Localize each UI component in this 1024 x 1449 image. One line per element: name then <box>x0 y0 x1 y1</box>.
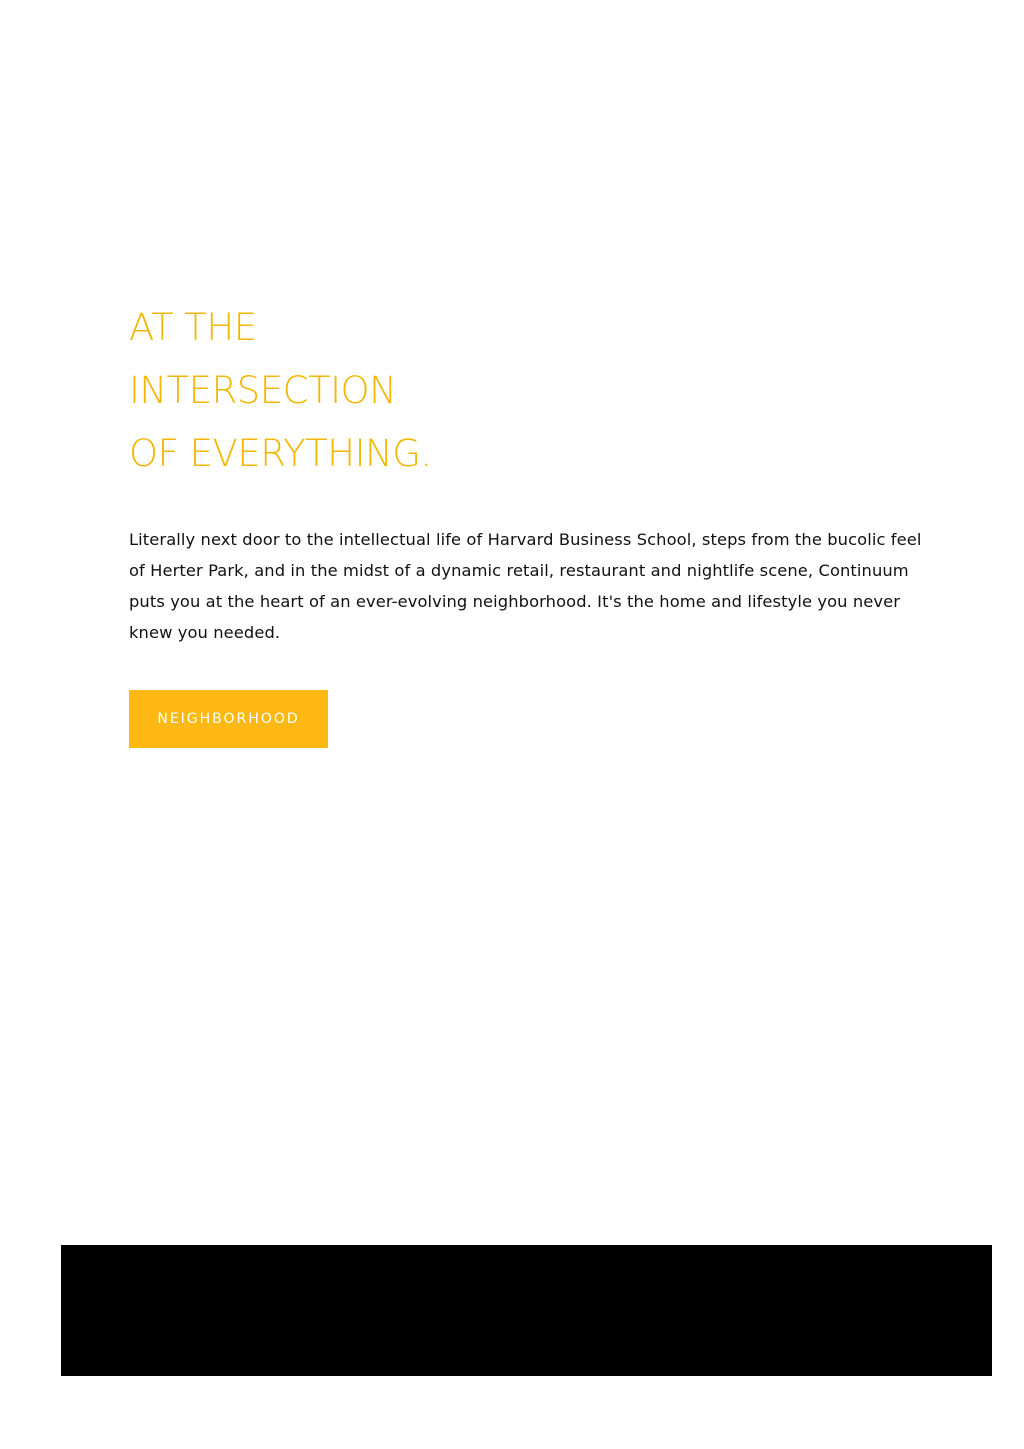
neighborhood-button[interactable]: NEIGHBORHOOD <box>129 690 328 748</box>
headline-line-3: OF EVERYTHING. <box>129 432 432 475</box>
intro-paragraph: Literally next door to the intellectual life of Harvard Business School, steps from the bucolic feel of Herter Park, and in the midst of a dynamic retail, restaurant and nightlife scene, Continuum puts you at the heart of an ever-evolving neighborhood. It's the home and lifestyle you never knew you needed. <box>129 530 922 642</box>
headline-line-2: INTERSECTION <box>129 369 397 412</box>
headline-line-1: AT THE <box>129 306 257 349</box>
section-headline <box>129 296 432 485</box>
media-block <box>61 1245 992 1376</box>
